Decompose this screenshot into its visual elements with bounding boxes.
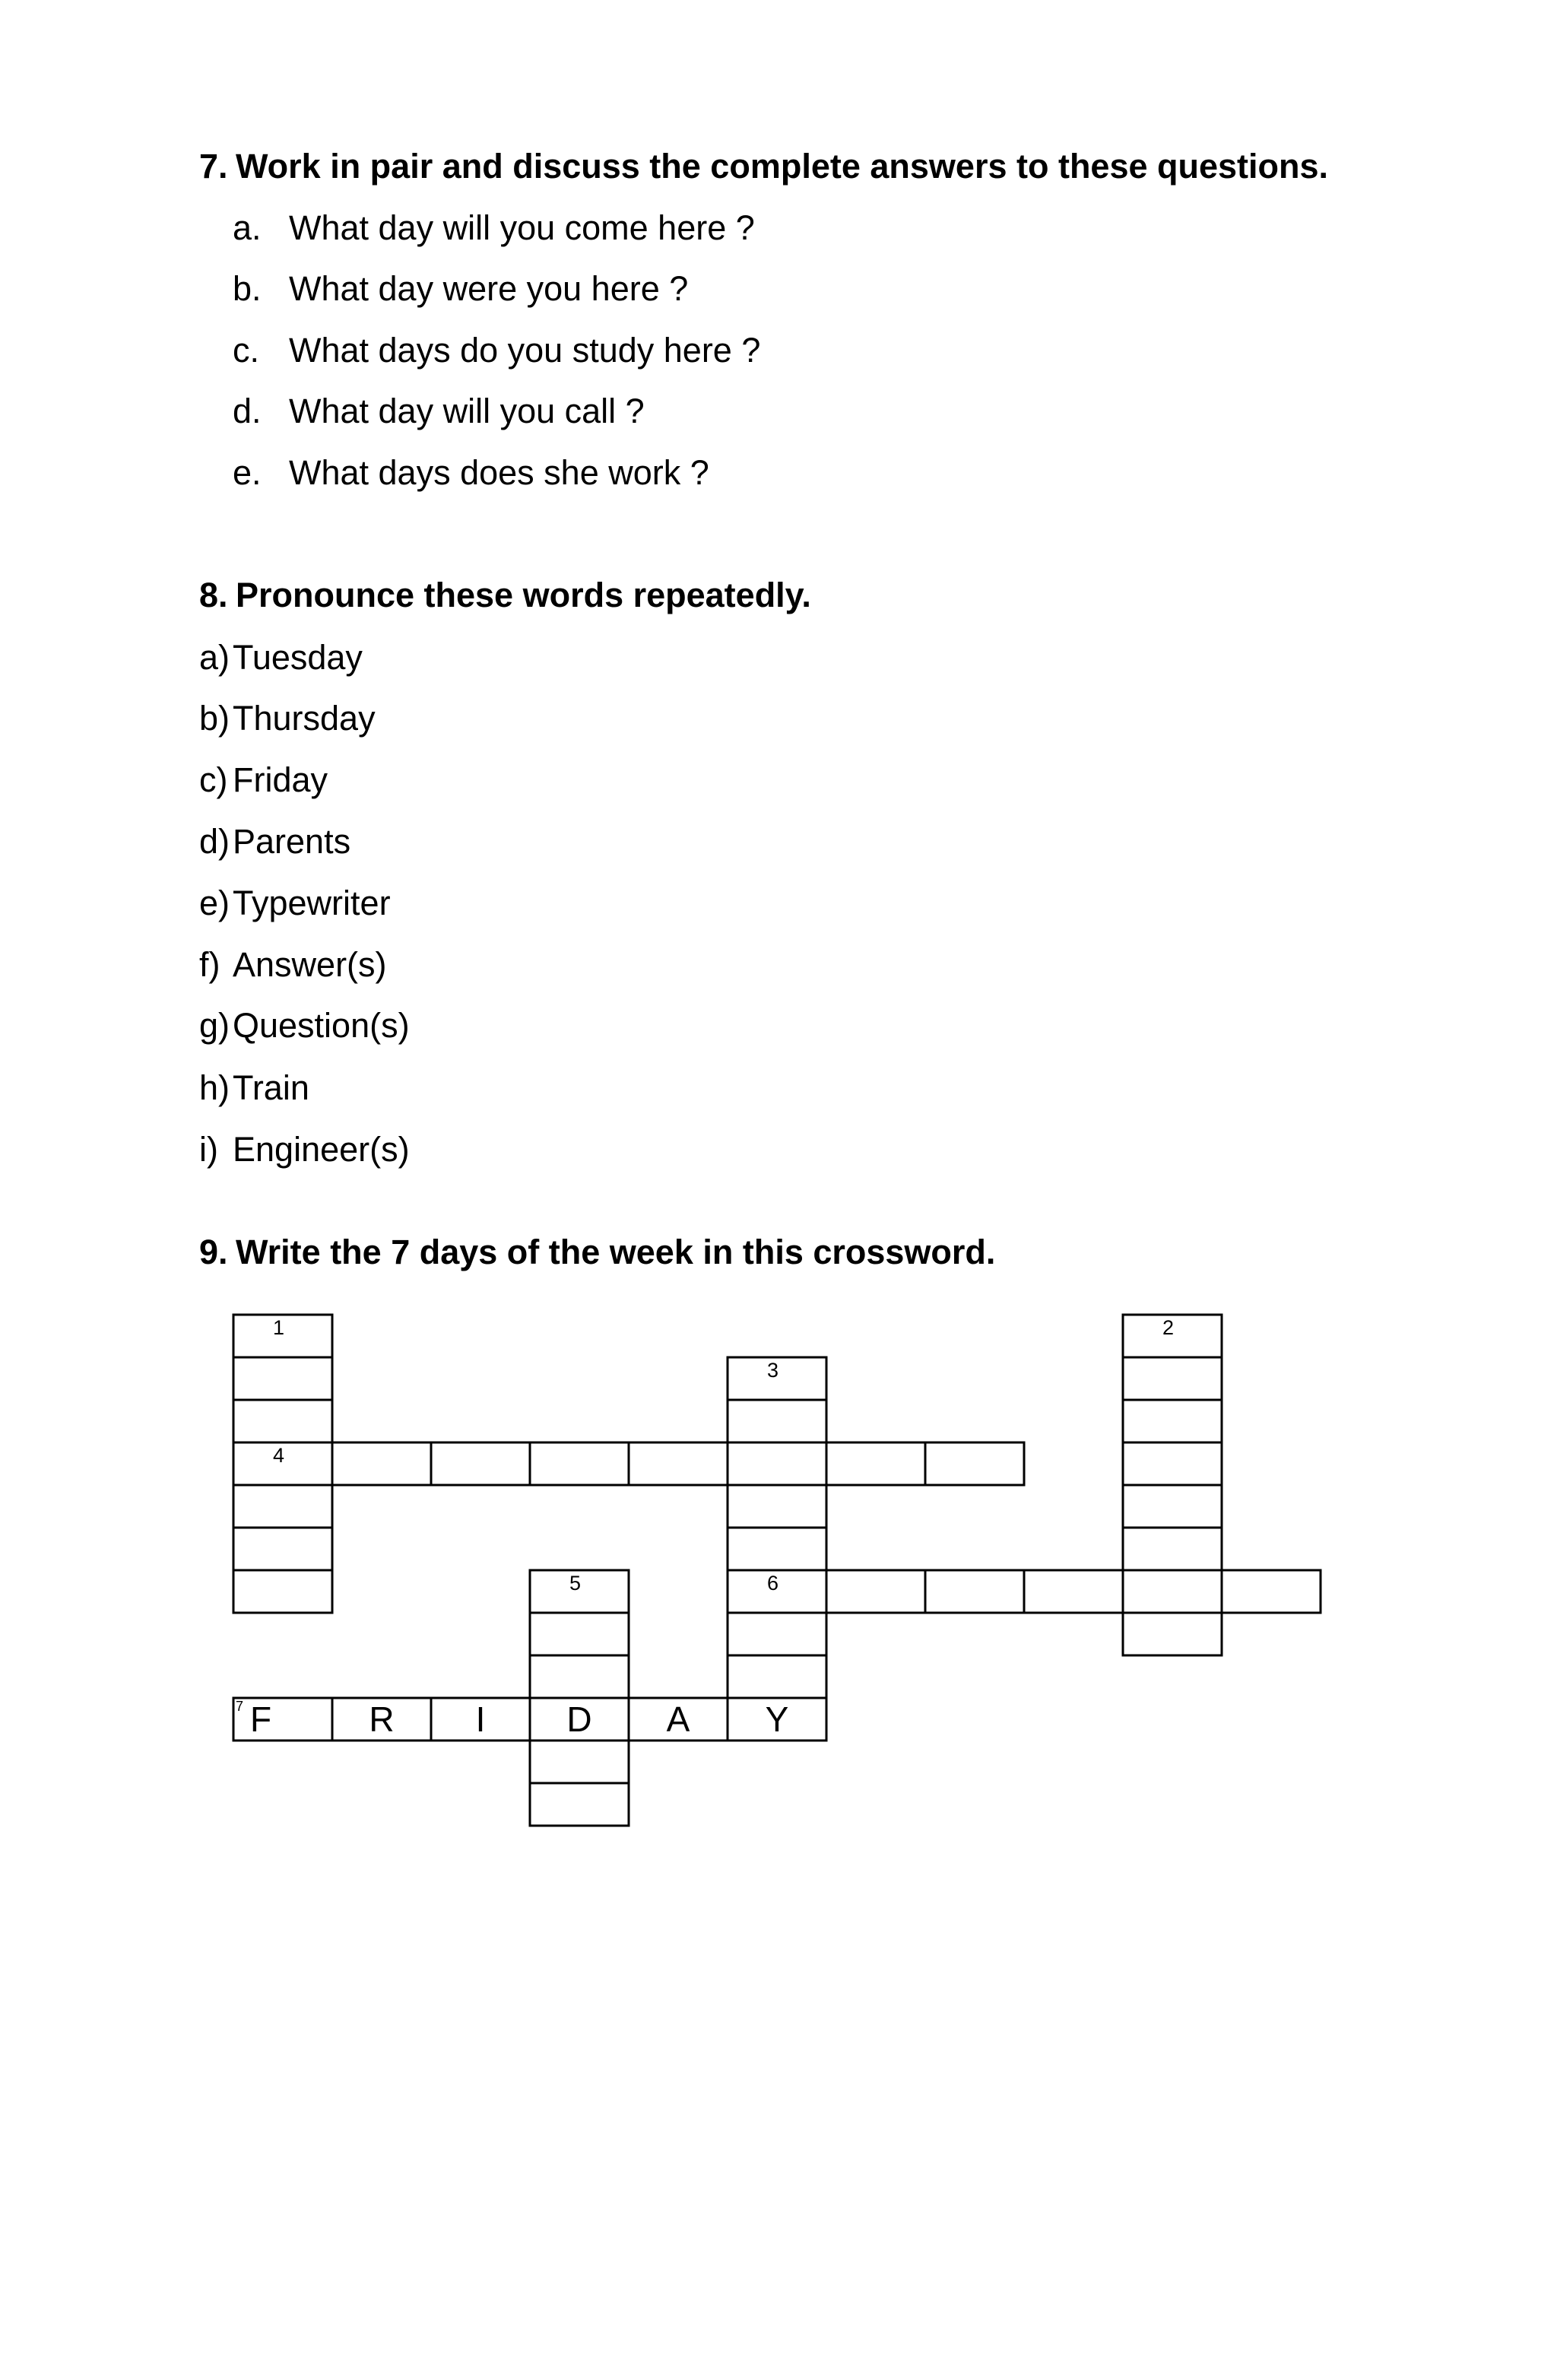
crossword-cell-box[interactable] [1123, 1442, 1222, 1485]
crossword-cell[interactable] [233, 1400, 332, 1442]
crossword-cell[interactable] [826, 1442, 925, 1485]
section-7-title: Work in pair and discuss the complete answers to these questions. [236, 147, 1329, 186]
crossword-cell[interactable] [332, 1698, 431, 1741]
crossword-cell[interactable] [925, 1442, 1024, 1485]
crossword-cell[interactable] [728, 1613, 826, 1655]
crossword-cell-box[interactable] [530, 1655, 629, 1698]
crossword-letter: A [666, 1699, 690, 1739]
question-letter: e. [233, 453, 262, 492]
crossword-letter: F [250, 1699, 272, 1739]
crossword-clue-number: 7 [236, 1699, 244, 1714]
crossword-cell-box[interactable] [1123, 1570, 1222, 1613]
crossword-cell-box[interactable] [530, 1442, 629, 1485]
section-7-number: 7. [199, 147, 228, 186]
crossword-cell-box[interactable] [629, 1442, 728, 1485]
word-text: Thursday [233, 699, 376, 738]
crossword-cell[interactable] [728, 1400, 826, 1442]
word-letter: i) [199, 1130, 218, 1169]
crossword-letter: R [369, 1699, 395, 1739]
crossword-cell[interactable] [233, 1570, 332, 1613]
crossword-cell-box[interactable] [1123, 1400, 1222, 1442]
section-8-title: Pronounce these words repeatedly. [236, 576, 811, 614]
crossword-cell[interactable] [1123, 1400, 1222, 1442]
crossword-cell[interactable] [530, 1570, 629, 1613]
crossword-cell-box[interactable] [233, 1528, 332, 1570]
crossword-cell[interactable] [728, 1698, 826, 1741]
crossword-cell[interactable] [530, 1613, 629, 1655]
crossword-cell-box[interactable] [728, 1442, 826, 1485]
question-letter: a. [233, 208, 262, 247]
word-letter: e) [199, 884, 230, 922]
crossword-cell[interactable] [629, 1442, 728, 1485]
crossword-cell-box[interactable] [826, 1570, 925, 1613]
crossword-cell-box[interactable] [530, 1783, 629, 1826]
crossword-cell[interactable] [1123, 1570, 1222, 1613]
question-text: What day will you call ? [289, 392, 645, 430]
word-text: Question(s) [233, 1006, 410, 1045]
question-letter: c. [233, 331, 260, 370]
crossword-letter: D [566, 1699, 592, 1739]
word-text: Tuesday [233, 638, 363, 677]
crossword-cell[interactable] [1123, 1315, 1222, 1357]
crossword-cell[interactable] [233, 1528, 332, 1570]
crossword-clue-number: 3 [767, 1359, 779, 1382]
word-text: Friday [233, 760, 328, 799]
crossword-cell-box[interactable] [530, 1613, 629, 1655]
word-text: Answer(s) [233, 945, 387, 984]
crossword-cell[interactable] [728, 1570, 826, 1613]
crossword-cell[interactable] [233, 1698, 332, 1741]
crossword-cell[interactable] [728, 1655, 826, 1698]
crossword-cell[interactable] [1222, 1570, 1321, 1613]
word-letter: g) [199, 1006, 230, 1045]
crossword-cell[interactable] [728, 1357, 826, 1400]
crossword-cell-box[interactable] [431, 1442, 530, 1485]
crossword-cell[interactable] [629, 1698, 728, 1741]
word-letter: d) [199, 822, 230, 861]
crossword-cell[interactable] [1024, 1570, 1123, 1613]
crossword-cell-box[interactable] [728, 1528, 826, 1570]
crossword-cell[interactable] [233, 1315, 332, 1357]
question-text: What day will you come here ? [289, 208, 755, 247]
crossword-cell-box[interactable] [1123, 1357, 1222, 1400]
crossword-grid [232, 1313, 1323, 1826]
crossword-cell-box[interactable] [728, 1655, 826, 1698]
section-9-number: 9. [199, 1233, 228, 1271]
crossword-cell-box[interactable] [925, 1442, 1024, 1485]
crossword-cell[interactable] [431, 1442, 530, 1485]
crossword-cell[interactable] [530, 1698, 629, 1741]
crossword-clue-number: 1 [273, 1316, 285, 1339]
crossword-cell-box[interactable] [1123, 1485, 1222, 1528]
crossword-letter: Y [765, 1699, 789, 1739]
word-letter: b) [199, 699, 230, 738]
crossword-cell[interactable] [530, 1783, 629, 1826]
crossword-clue-number: 4 [273, 1444, 285, 1467]
word-letter: c) [199, 760, 228, 799]
question-text: What days does she work ? [289, 453, 709, 492]
crossword-cell-box[interactable] [728, 1400, 826, 1442]
crossword-cell-box[interactable] [233, 1698, 332, 1741]
word-text: Typewriter [233, 884, 391, 922]
crossword-cell[interactable] [530, 1442, 629, 1485]
crossword-cell[interactable] [925, 1570, 1024, 1613]
crossword-cell-box[interactable] [233, 1570, 332, 1613]
crossword-cell[interactable] [233, 1442, 332, 1485]
crossword-cell-box[interactable] [530, 1741, 629, 1783]
crossword-cell[interactable] [826, 1570, 925, 1613]
word-text: Parents [233, 822, 351, 861]
question-text: What days do you study here ? [289, 331, 761, 370]
crossword-cell[interactable] [728, 1485, 826, 1528]
word-text: Engineer(s) [233, 1130, 410, 1169]
word-letter: h) [199, 1068, 230, 1107]
crossword-cell-box[interactable] [728, 1485, 826, 1528]
question-text: What day were you here ? [289, 269, 689, 308]
word-letter: f) [199, 945, 220, 984]
crossword-letter: I [475, 1699, 486, 1739]
crossword-cell[interactable] [233, 1485, 332, 1528]
crossword-cell[interactable] [1123, 1485, 1222, 1528]
crossword-cell[interactable] [233, 1357, 332, 1400]
crossword-cell-box[interactable] [1024, 1570, 1123, 1613]
crossword-clue-number: 2 [1162, 1316, 1175, 1339]
word-text: Train [233, 1068, 309, 1107]
crossword-cell[interactable] [1123, 1357, 1222, 1400]
crossword-cell[interactable] [530, 1741, 629, 1783]
crossword-cell-box[interactable] [826, 1442, 925, 1485]
crossword-cell[interactable] [728, 1528, 826, 1570]
crossword-cell[interactable] [1123, 1528, 1222, 1570]
crossword-cell-box[interactable] [332, 1442, 431, 1485]
crossword-cell[interactable] [431, 1698, 530, 1741]
word-letter: a) [199, 638, 230, 677]
crossword-cell[interactable] [332, 1442, 431, 1485]
crossword-cell-box[interactable] [1123, 1528, 1222, 1570]
section-8-number: 8. [199, 576, 228, 614]
crossword-cell-box[interactable] [233, 1485, 332, 1528]
section-9-title: Write the 7 days of the week in this crossword. [236, 1233, 996, 1271]
crossword-cell[interactable] [1123, 1613, 1222, 1655]
crossword-clue-number: 5 [569, 1572, 582, 1595]
crossword-cell-box[interactable] [1222, 1570, 1321, 1613]
crossword-cell-box[interactable] [233, 1357, 332, 1400]
crossword-cell[interactable] [728, 1442, 826, 1485]
crossword-cell-box[interactable] [1123, 1613, 1222, 1655]
crossword-cell[interactable] [530, 1655, 629, 1698]
crossword-cell-box[interactable] [233, 1400, 332, 1442]
crossword-clue-number: 6 [767, 1572, 779, 1595]
crossword-cell-box[interactable] [728, 1613, 826, 1655]
crossword-cell-box[interactable] [925, 1570, 1024, 1613]
crossword-cell[interactable] [1123, 1442, 1222, 1485]
question-letter: d. [233, 392, 262, 430]
question-letter: b. [233, 269, 262, 308]
